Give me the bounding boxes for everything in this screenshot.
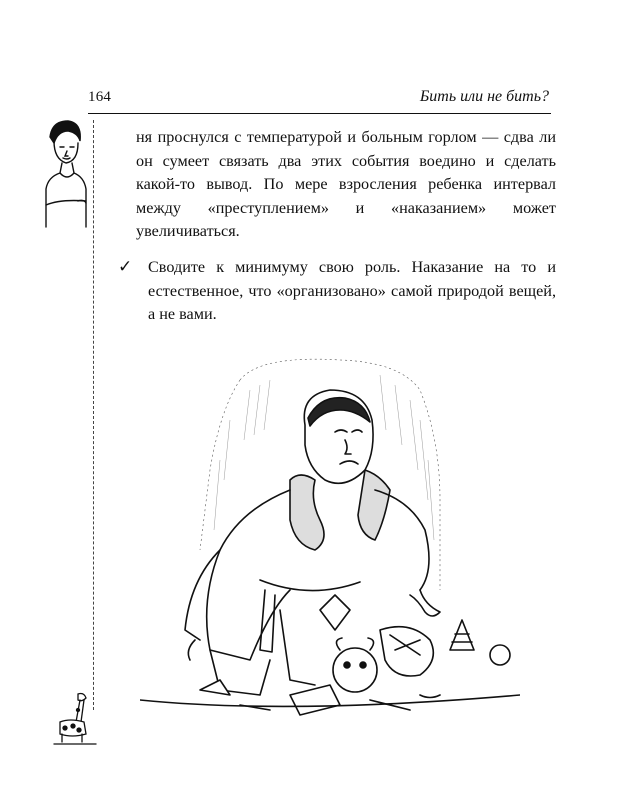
angry-man-with-broken-toys-illustration bbox=[140, 350, 520, 740]
toy-giraffe-icon bbox=[50, 688, 100, 748]
margin-dashed-line bbox=[93, 120, 94, 710]
tip-bullet bbox=[118, 256, 556, 327]
paragraph-text: ня проснулся с температурой и больным горлом — сдва ли он сумеет связать два этих события воедино и сделать какой-то вывод. По мере взросления ребенка интервал между «преступлением» и «наказанием» может увеличиваться. bbox=[136, 128, 556, 240]
page-number: 164 bbox=[88, 89, 112, 105]
checkmark-icon: ✓ bbox=[118, 257, 133, 277]
tip-text: Сводите к минимуму свою роль. Наказание на то и естественное, что «организовано» самой природой вещей, а не вами. bbox=[148, 258, 556, 323]
body-paragraph bbox=[136, 126, 556, 244]
author-portrait-icon bbox=[40, 115, 92, 235]
running-title: Бить или не бить? bbox=[419, 88, 549, 105]
header-rule bbox=[88, 113, 551, 114]
